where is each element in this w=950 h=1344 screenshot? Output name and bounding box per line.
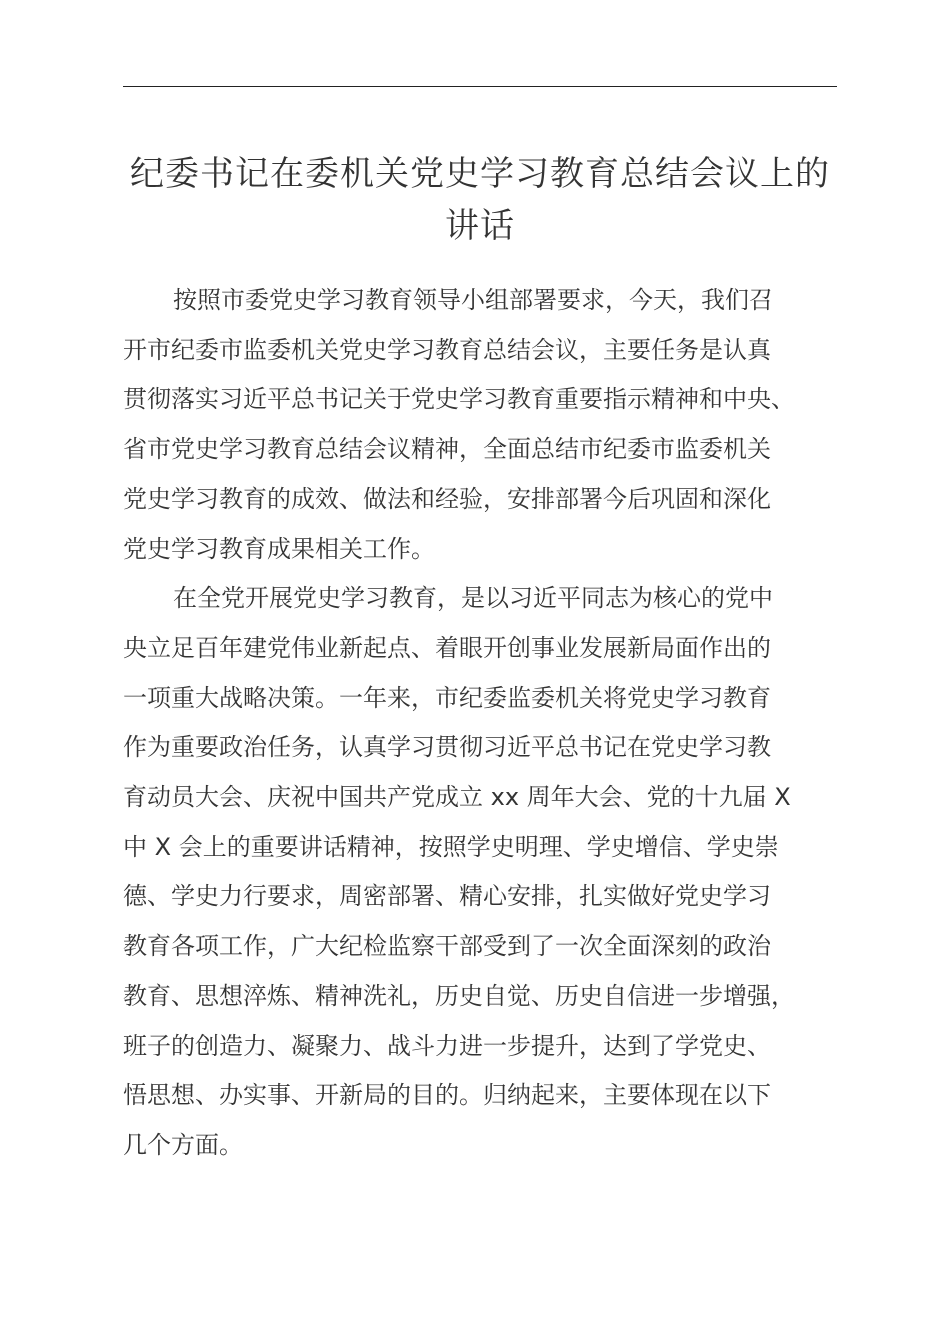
- text-line: 中 X 会上的重要讲话精神，按照学史明理、学史增信、学史崇: [123, 832, 779, 861]
- text-line: 德、学史力行要求，周密部署、精心安排，扎实做好党史学习: [123, 882, 771, 911]
- text-line: 教育各项工作，广大纪检监察干部受到了一次全面深刻的政治: [123, 932, 771, 961]
- document-title: [123, 148, 837, 252]
- document-body: [123, 276, 837, 1171]
- text-line: 几个方面。: [123, 1130, 243, 1159]
- text-line: 育动员大会、庆祝中国共产党成立 xx 周年大会、党的十九届 X: [123, 783, 791, 812]
- text-line: 在全党开展党史学习教育，是以习近平同志为核心的党中: [173, 584, 773, 613]
- text-line: 悟思想、办实事、开新局的目的。归纳起来，主要体现在以下: [123, 1081, 771, 1110]
- text-line: 按照市委党史学习教育领导小组部署要求，今天，我们召: [173, 286, 773, 314]
- paragraph-2: [123, 574, 837, 1170]
- text-line: 开市纪委市监委机关党史学习教育总结会议，主要任务是认真: [123, 335, 771, 364]
- text-line: 班子的创造力、凝聚力、战斗力进一步提升，达到了学党史、: [123, 1031, 771, 1060]
- text-line: 央立足百年建党伟业新起点、着眼开创事业发展新局面作出的: [123, 633, 771, 662]
- title-line-1: 纪委书记在委机关党史学习教育总结会议上的: [130, 154, 830, 194]
- text-line: 省市党史学习教育总结会议精神，全面总结市纪委市监委机关: [123, 435, 771, 464]
- text-line: 作为重要政治任务，认真学习贯彻习近平总书记在党史学习教: [123, 733, 771, 762]
- title-line-2: 讲话: [445, 206, 515, 246]
- header-rule: [123, 86, 837, 87]
- text-line: 教育、思想淬炼、精神洗礼，历史自觉、历史自信进一步增强，: [123, 981, 795, 1010]
- text-line: 党史学习教育的成效、做法和经验，安排部署今后巩固和深化: [123, 484, 771, 513]
- paragraph-1: [123, 276, 837, 574]
- text-line: 党史学习教育成果相关工作。: [123, 534, 435, 563]
- text-line: 一项重大战略决策。一年来，市纪委监委机关将党史学习教育: [123, 683, 771, 712]
- text-line: 贯彻落实习近平总书记关于党史学习教育重要指示精神和中央、: [123, 385, 795, 414]
